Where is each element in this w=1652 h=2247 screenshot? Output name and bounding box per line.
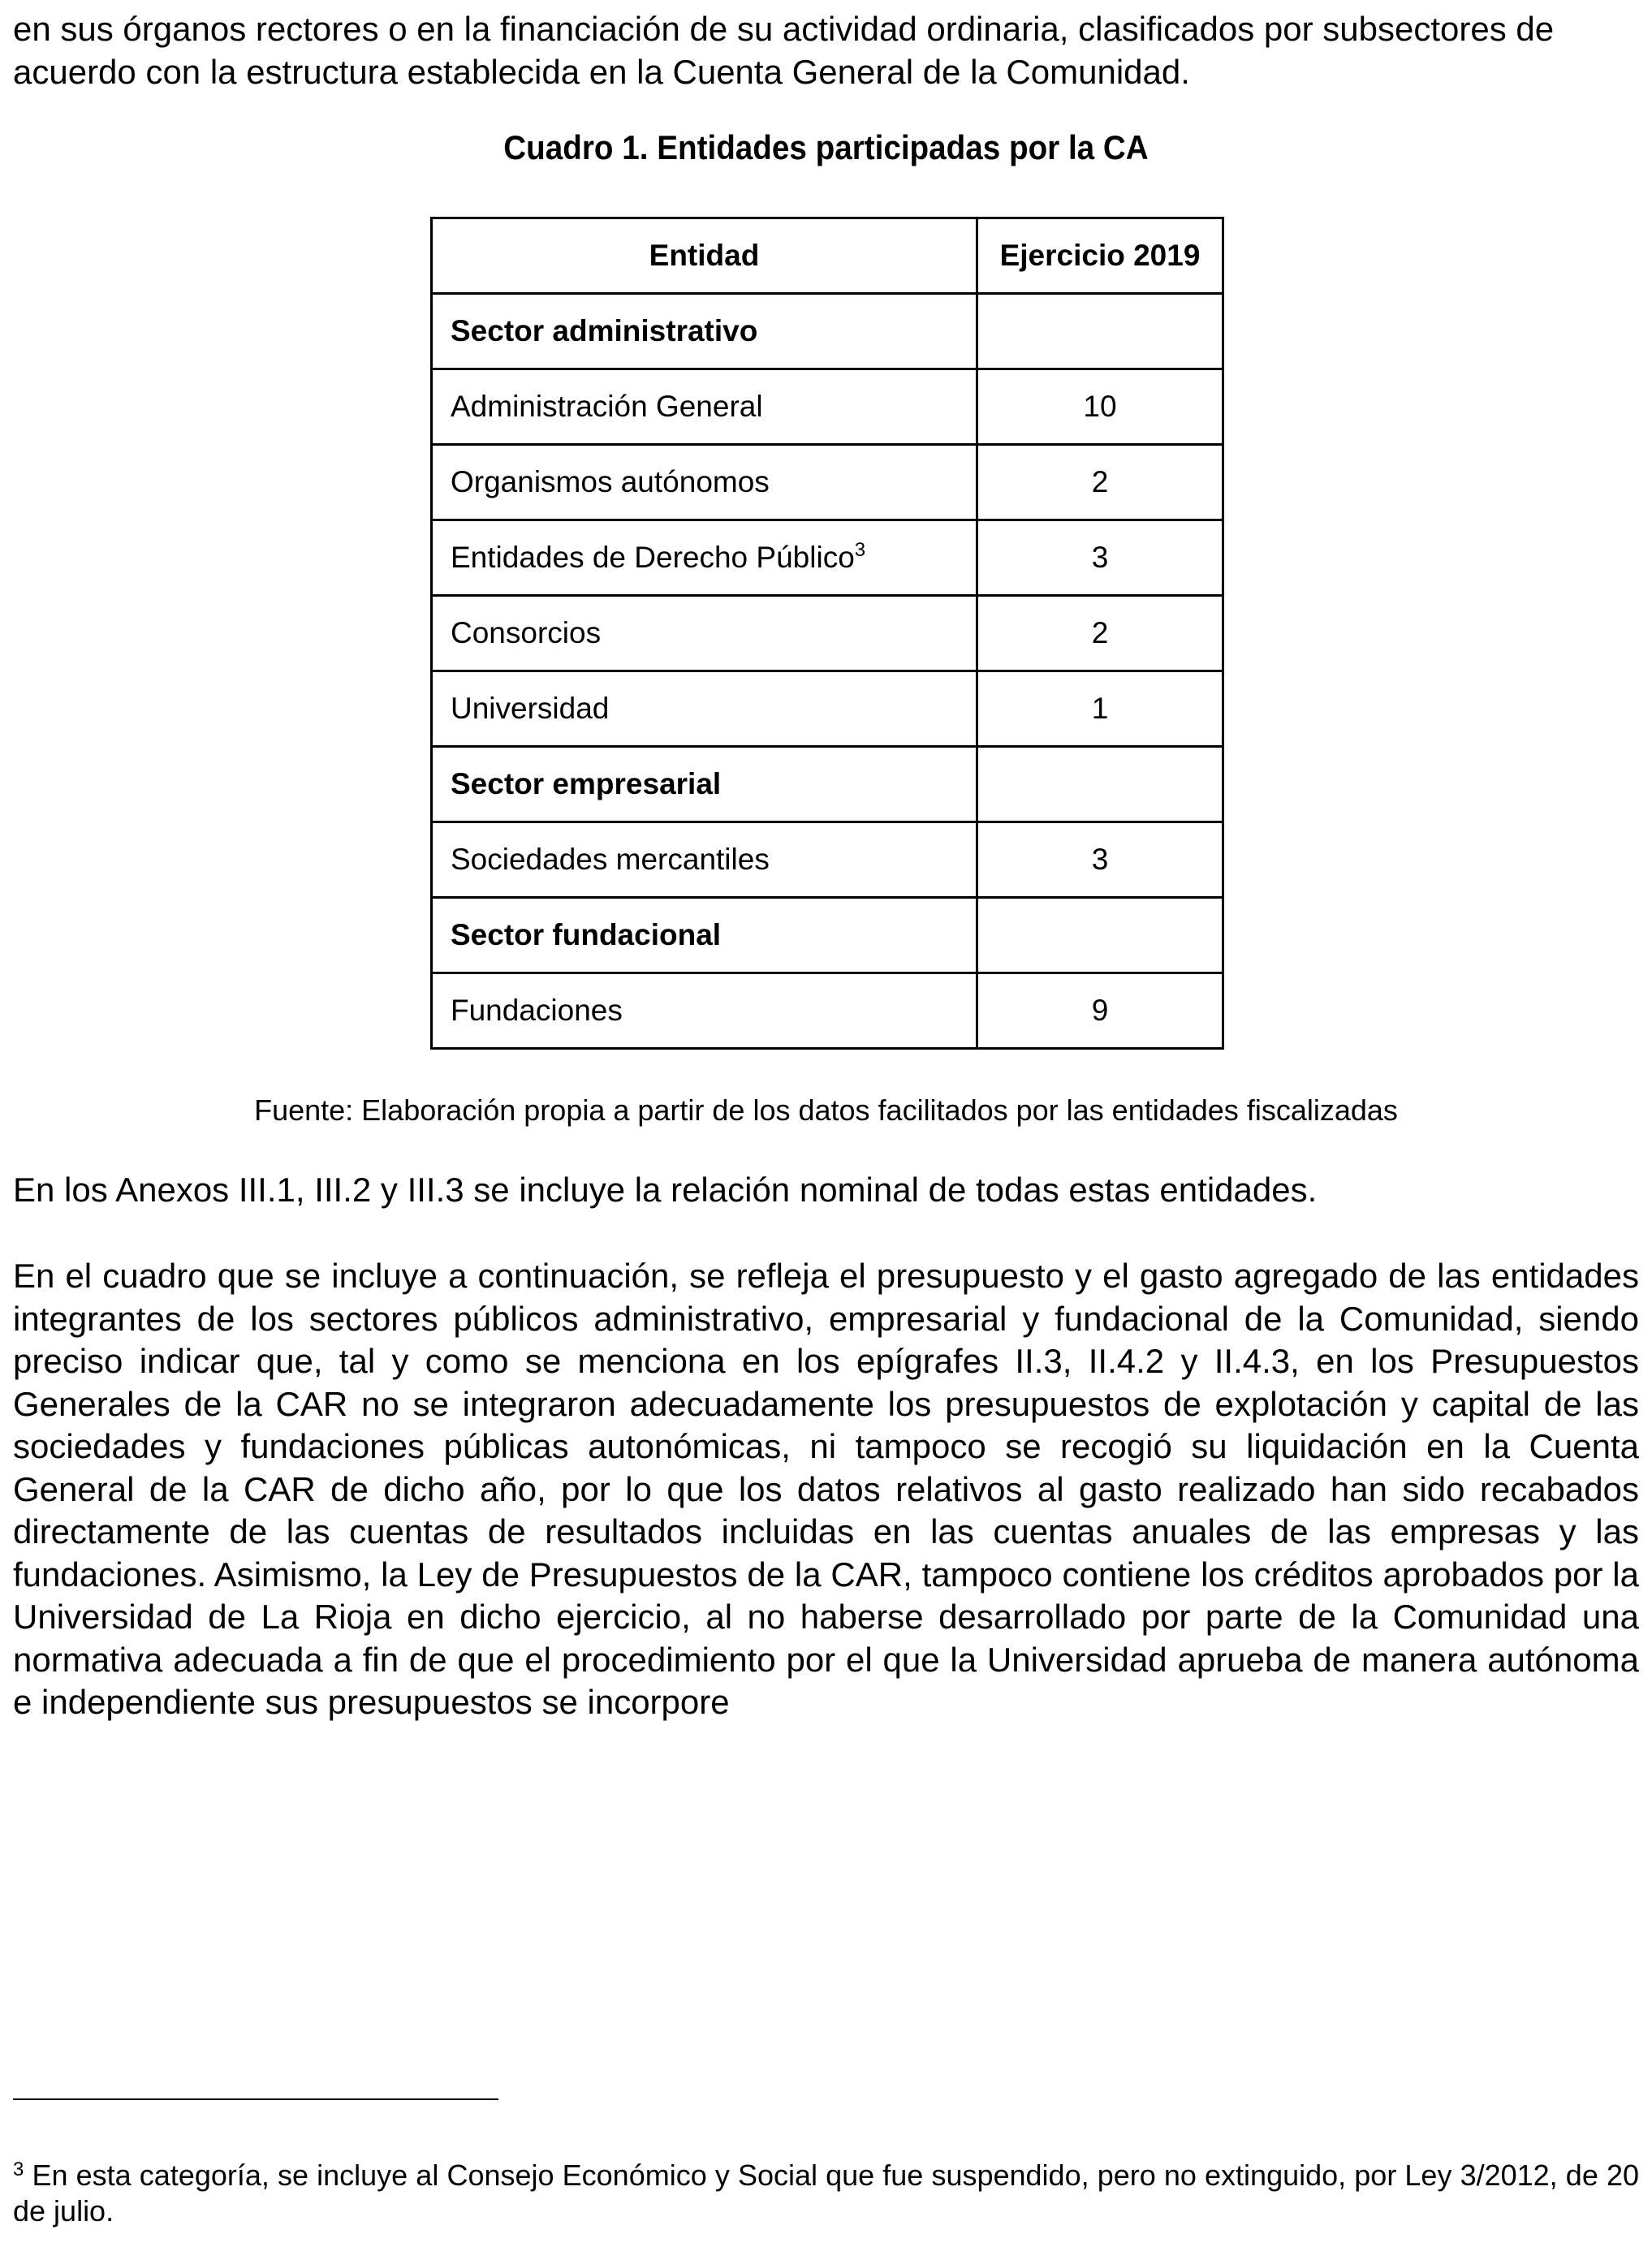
header-ejercicio: Ejercicio 2019 [977, 218, 1223, 294]
anexos-paragraph: En los Anexos III.1, III.2 y III.3 se incluye la relación nominal de todas estas entidades. [13, 1171, 1318, 1209]
row-label: Sector administrativo [432, 294, 977, 369]
table-row [432, 445, 1223, 520]
row-label: Sociedades mercantiles [432, 822, 977, 898]
footnote [13, 2158, 1639, 2229]
footnote-number: 3 [13, 2159, 24, 2180]
row-value: 2 [977, 445, 1223, 520]
row-value [977, 747, 1223, 822]
main-paragraph: En el cuadro que se incluye a continuación, se refleja el presupuesto y el gasto agregado de las entidades integrantes de los sectores públicos administrativo, empresarial y fundacional de la Comunidad, siendo preciso indicar que, tal y como se menciona en los epígrafes II.3, II.4.2 y II.4.3, en los Presupuestos Generales de la CAR no se integraron adecuadamente los presupuestos de explotación y capital de las sociedades y fundaciones públicas autonómicas, ni tampoco se recogió su liquidación en la Cuenta General de la CAR de dicho año, por lo que los datos relativos al gasto realizado han sido recabados directamente de las cuentas de resultados incluidas en las cuentas anuales de las empresas y las fundaciones. Asimismo, la Ley de Presupuestos de la CAR, tampoco contiene los créditos aprobados por la Universidad de La Rioja en dicho ejercicio, al no haberse desarrollado por parte de la Comunidad una normativa adecuada a fin de que el procedimiento por el que la Universidad aprueba de manera autónoma e independiente sus presupuestos se incorpore [13, 1257, 1639, 1721]
row-label-with-footnote [432, 520, 977, 596]
footnote-separator [13, 2098, 498, 2100]
table-row [432, 822, 1223, 898]
table-row [432, 898, 1223, 973]
row-value: 2 [977, 596, 1223, 671]
table-row [432, 294, 1223, 369]
table-caption: Cuadro 1. Entidades participadas por la CA [503, 128, 1149, 166]
row-value: 3 [977, 520, 1223, 596]
row-value: 3 [977, 822, 1223, 898]
table-row [432, 747, 1223, 822]
row-label: Fundaciones [432, 973, 977, 1049]
footnote-text: En esta categoría, se incluye al Consejo Económico y Social que fue suspendido, pero no extinguido, por Ley 3/2012, de 20 de julio. [13, 2159, 1639, 2228]
header-entidad: Entidad [432, 218, 977, 294]
row-value: 1 [977, 671, 1223, 747]
table-row [432, 520, 1223, 596]
row-label: Consorcios [432, 596, 977, 671]
row-label: Sector fundacional [432, 898, 977, 973]
table-row [432, 596, 1223, 671]
row-label: Administración General [432, 369, 977, 445]
table-row [432, 671, 1223, 747]
row-label: Universidad [432, 671, 977, 747]
row-label: Sector empresarial [432, 747, 977, 822]
row-value: 9 [977, 973, 1223, 1049]
entities-table [430, 217, 1224, 1050]
table-header-row [432, 218, 1223, 294]
table-row [432, 369, 1223, 445]
row-value [977, 294, 1223, 369]
table-row [432, 973, 1223, 1049]
footnote-reference: 3 [854, 539, 866, 561]
row-value: 10 [977, 369, 1223, 445]
row-label: Entidades de Derecho Público [451, 541, 855, 574]
intro-paragraph: en sus órganos rectores o en la financiación de su actividad ordinaria, clasificados por subsectores de acuerdo con la estructura establecida en la Cuenta General de la Comunidad. [13, 10, 1555, 91]
row-label: Organismos autónomos [432, 445, 977, 520]
table-source: Fuente: Elaboración propia a partir de los datos facilitados por las entidades fiscalizadas [254, 1093, 1398, 1127]
row-value [977, 898, 1223, 973]
